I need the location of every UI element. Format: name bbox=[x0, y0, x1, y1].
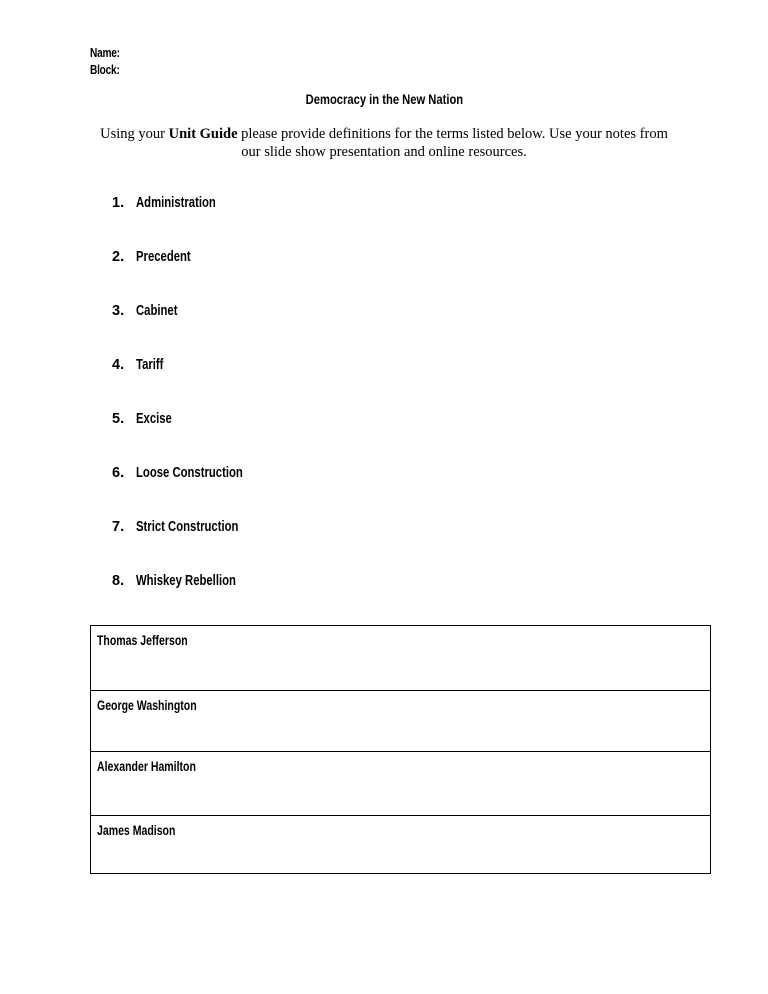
term-label: Cabinet bbox=[136, 303, 178, 319]
page-title bbox=[0, 91, 768, 107]
table-row bbox=[91, 691, 711, 752]
term-item bbox=[112, 465, 273, 481]
instructions-prefix: Using your bbox=[100, 126, 169, 142]
person-cell[interactable] bbox=[91, 752, 711, 816]
term-number: 1. bbox=[112, 195, 125, 211]
term-number: 4. bbox=[112, 357, 125, 373]
term-label: Tariff bbox=[136, 357, 164, 373]
term-label: Strict Construction bbox=[136, 519, 239, 535]
person-name: Thomas Jefferson bbox=[97, 633, 188, 648]
instructions-bold: Unit Guide bbox=[168, 126, 238, 142]
term-number: 6. bbox=[112, 465, 125, 481]
term-number: 3. bbox=[112, 303, 125, 319]
instructions bbox=[96, 125, 672, 161]
term-item bbox=[112, 303, 189, 319]
people-table bbox=[90, 625, 711, 874]
instructions-suffix: please provide definitions for the terms listed below. Use your notes from our slide show presentation and online resources. bbox=[237, 126, 668, 160]
term-item bbox=[112, 411, 182, 427]
block-label: Block: bbox=[90, 62, 120, 77]
term-label: Loose Construction bbox=[136, 465, 243, 481]
term-number: 2. bbox=[112, 249, 125, 265]
page-title-text: Democracy in the New Nation bbox=[305, 91, 463, 107]
term-item bbox=[112, 519, 267, 535]
person-name: James Madison bbox=[97, 823, 176, 838]
name-label: Name: bbox=[90, 45, 120, 60]
term-number: 8. bbox=[112, 573, 125, 589]
term-number: 5. bbox=[112, 411, 125, 427]
person-name: Alexander Hamilton bbox=[97, 759, 196, 774]
term-item bbox=[112, 573, 264, 589]
person-name: George Washington bbox=[97, 698, 197, 713]
term-label: Administration bbox=[136, 195, 216, 211]
person-cell[interactable] bbox=[91, 691, 711, 752]
term-number: 7. bbox=[112, 519, 125, 535]
table-row bbox=[91, 626, 711, 691]
term-label: Whiskey Rebellion bbox=[136, 573, 236, 589]
term-item bbox=[112, 357, 171, 373]
term-item bbox=[112, 195, 238, 211]
term-label: Precedent bbox=[136, 249, 191, 265]
person-cell[interactable] bbox=[91, 626, 711, 691]
person-cell[interactable] bbox=[91, 816, 711, 874]
term-item bbox=[112, 249, 206, 265]
term-label: Excise bbox=[136, 411, 172, 427]
table-row bbox=[91, 816, 711, 874]
table-row bbox=[91, 752, 711, 816]
